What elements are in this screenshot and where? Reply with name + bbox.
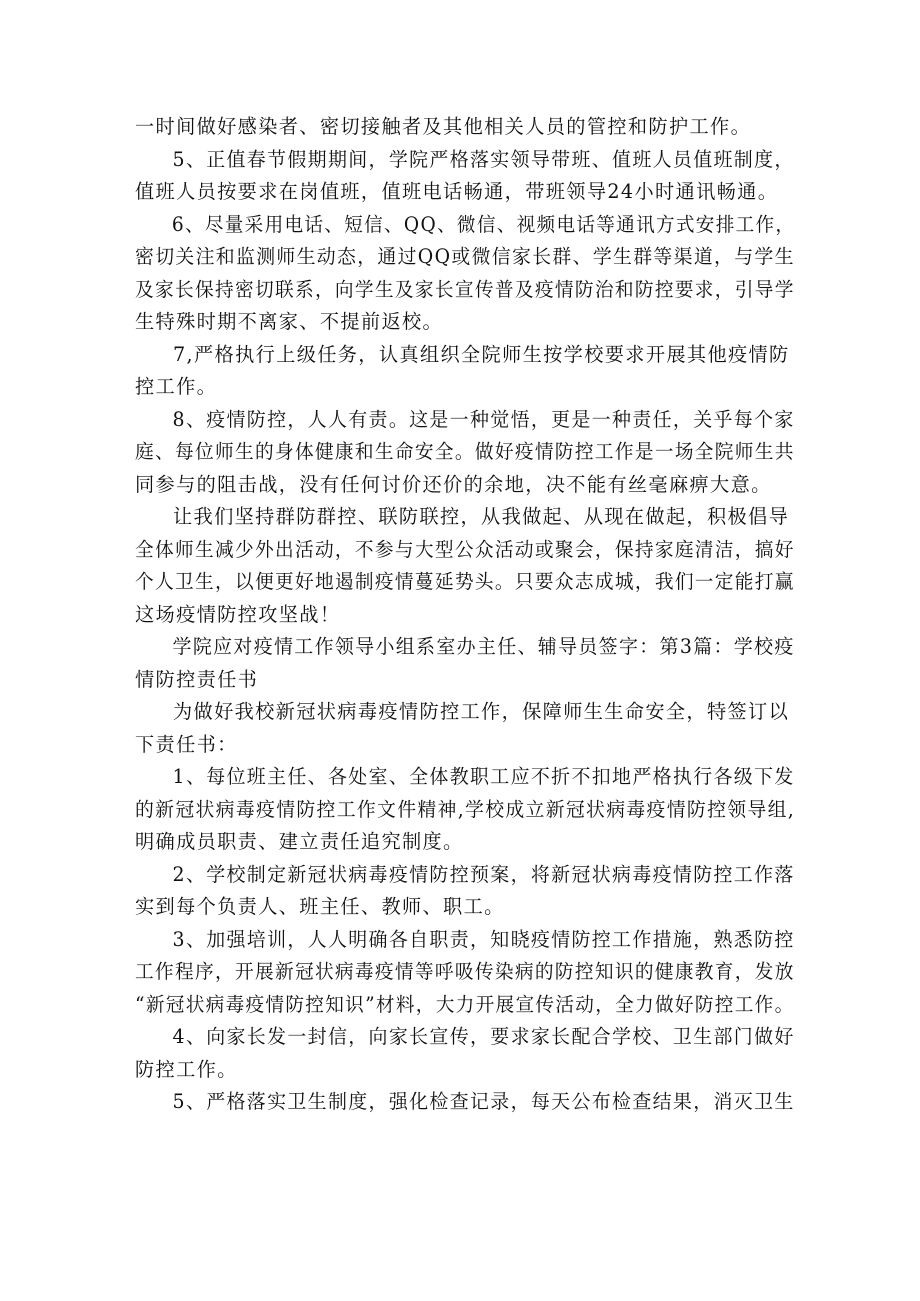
paragraph bbox=[135, 859, 795, 924]
document-body bbox=[135, 111, 795, 1119]
paragraph bbox=[135, 501, 795, 631]
paragraph bbox=[135, 1021, 795, 1086]
text-line: 7,严格执行上级任务，认真组织全院师生按学校要求开展其他疫情防 bbox=[173, 342, 790, 366]
text-line: 庭、每位师生的身体健康和生命安全。做好疫情防控工作是一场全院师生共 bbox=[135, 440, 795, 463]
text-line: 下责任书： bbox=[135, 732, 238, 756]
paragraph bbox=[135, 111, 795, 144]
paragraph bbox=[135, 1086, 795, 1119]
text-line: 让我们坚持群防群控、联防联控，从我做起、从现在做起，积极倡导 bbox=[173, 505, 790, 528]
paragraph bbox=[135, 209, 795, 339]
text-line: 及家长保持密切联系，向学生及家长宣传普及疫情防治和防控要求，引导学 bbox=[135, 277, 795, 301]
text-line: 这场疫情防控攻坚战！ bbox=[135, 602, 341, 626]
text-line: 情防控责任书 bbox=[135, 667, 259, 691]
text-line: 4、向家长发一封信，向家长宣传，要求家长配合学校、卫生部门做好 bbox=[172, 1025, 795, 1048]
text-line: 工作程序，开展新冠状病毒疫情等呼吸传染病的防控知识的健康教育，发放 bbox=[135, 960, 795, 983]
text-line: 1、每位班主任、各处室、全体教职工应不折不扣地严格执行各级下发 bbox=[172, 765, 795, 788]
text-line: 一时间做好感染者、密切接触者及其他相关人员的管控和防护工作。 bbox=[135, 115, 752, 138]
text-line: 为做好我校新冠状病毒疫情防控工作，保障师生生命安全，特签订以 bbox=[173, 700, 790, 723]
text-line: “新冠状病毒疫情防控知识”材料，大力开展宣传活动，全力做好防控工作。 bbox=[135, 992, 795, 1016]
text-line: 个人卫生，以便更好地遏制疫情蔓延势头。只要众志成城，我们一定能打赢 bbox=[135, 570, 795, 593]
text-line: 同参与的阻击战，没有任何讨价还价的余地，决不能有丝毫麻痹大意。 bbox=[135, 472, 772, 496]
text-line: 2、学校制定新冠状病毒疫情防控预案，将新冠状病毒疫情防控工作落 bbox=[172, 862, 795, 886]
text-line: 5、正值春节假期期间，学院严格落实领导带班、值班人员值班制度， bbox=[172, 147, 795, 171]
paragraph bbox=[135, 404, 795, 502]
text-line: 学院应对疫情工作领导小组系室办主任、辅导员签字：第3篇：学校疫 bbox=[172, 635, 795, 658]
text-line: 5、严格落实卫生制度，强化检查记录，每天公布检查结果，消灭卫生 bbox=[172, 1090, 795, 1113]
paragraph bbox=[135, 761, 795, 859]
text-line: 密切关注和监测师生动态，通过QQ或微信家长群、学生群等渠道，与学生 bbox=[135, 245, 795, 268]
text-line: 全体师生减少外出活动，不参与大型公众活动或聚会，保持家庭清洁，搞好 bbox=[135, 537, 795, 561]
text-line: 8、疫情防控，人人有责。这是一种觉悟，更是一种责任，关乎每个家 bbox=[172, 407, 795, 431]
text-line: 的新冠状病毒疫情防控工作文件精神,学校成立新冠状病毒疫情防控领导组, bbox=[135, 797, 796, 821]
paragraph bbox=[135, 631, 795, 696]
text-line: 明确成员职责、建立责任追究制度。 bbox=[135, 830, 464, 853]
text-line: 控工作。 bbox=[135, 375, 218, 398]
text-line: 3、加强培训，人人明确各自职责，知晓疫情防控工作措施，熟悉防控 bbox=[172, 927, 795, 951]
text-line: 实到每个负责人、班主任、教师、职工。 bbox=[135, 895, 505, 918]
paragraph bbox=[135, 924, 795, 1022]
text-line: 防控工作。 bbox=[135, 1057, 238, 1081]
text-line: 生特殊时期不离家、不提前返校。 bbox=[135, 310, 444, 333]
paragraph bbox=[135, 144, 795, 209]
text-line: 值班人员按要求在岗值班，值班电话畅通，带班领导24小时通讯畅通。 bbox=[135, 180, 779, 203]
text-line: 6、尽量采用电话、短信、QQ、微信、视频电话等通讯方式安排工作， bbox=[171, 212, 796, 236]
paragraph bbox=[135, 696, 795, 761]
paragraph bbox=[135, 339, 795, 404]
